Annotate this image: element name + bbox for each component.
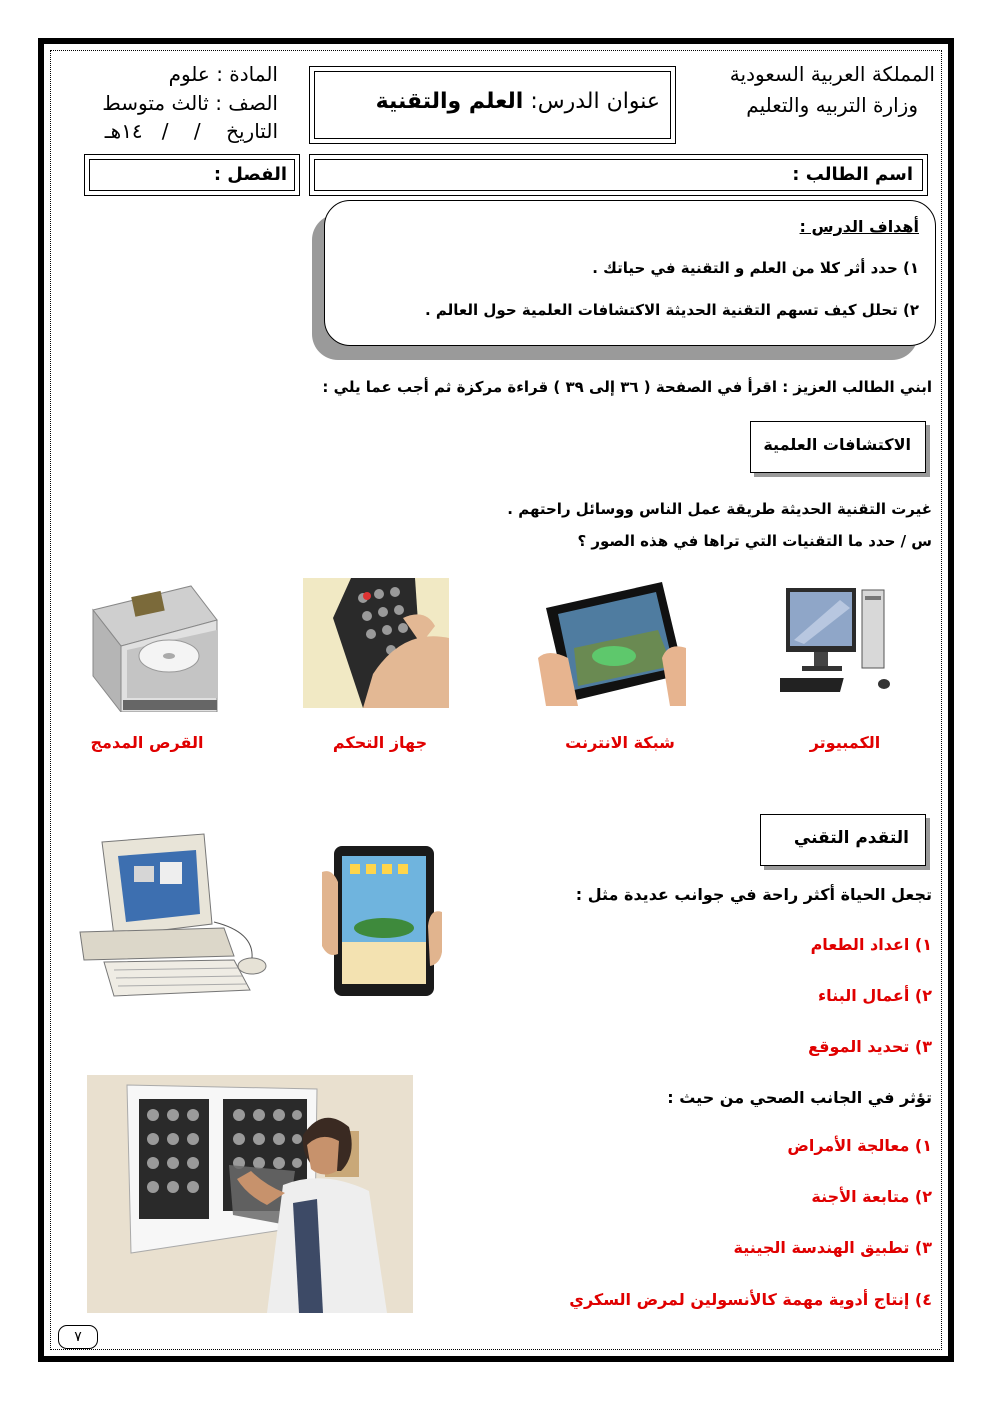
lesson-title: العلم والتقنية [375,89,524,114]
student-name-label: اسم الطالب : [792,164,913,185]
hand-tablet-image [322,842,442,998]
class-label: الفصل : [213,164,287,185]
cd-drive-image [87,580,225,712]
life-item-1: ١) اعداد الطعام [810,935,932,954]
health-item-4: ٤) إنتاج أدوية مهمة كالأنسولين لمرض السكري [569,1290,932,1309]
caption-internet: شبكة الانترنت [565,733,675,752]
student-name-box[interactable] [309,154,928,196]
objectives-title: أهداف الدرس : [799,217,919,236]
grade-label: الصف : ثالث متوسط [102,91,278,115]
health-item-2: ٢) متابعة الأجنة [811,1187,932,1206]
life-item-2: ٢) أعمال البناء [818,986,932,1005]
class-box[interactable] [84,154,300,196]
kingdom-name: المملكة العربية السعودية [729,62,935,86]
objectives-box [324,200,936,346]
old-computer-image [74,832,274,1000]
health-item-1: ١) معالجة الأمراض [787,1136,932,1155]
caption-remote: جهاز التحكم [332,733,428,752]
lesson-label: عنوان الدرس: [530,89,660,114]
page-number: ٧ [58,1325,98,1349]
ministry-name: وزارة التربيه والتعليم [746,93,918,117]
section1-question: س / حدد ما التقنيات التي تراها في هذه الصور ؟ [577,532,932,550]
remote-control-image [303,578,449,708]
section2-title-box [760,814,926,866]
section1-title: الاكتشافات العلمية [763,435,911,454]
tablet-game-image [538,578,686,708]
life-item-3: ٣) تحديد الموقع [808,1037,932,1056]
health-intro: تؤثر في الجانب الصحي من حيث : [667,1088,932,1107]
subject-label: المادة : علوم [168,62,278,86]
section2-title: التقدم التقني [793,828,909,848]
section2-intro: تجعل الحياة أكثر راحة في جوانب عديدة مثل : [575,885,932,904]
lesson-title-box [309,66,676,144]
xray-doctor-image [87,1075,413,1313]
section1-line1: غيرت التقنية الحديثة طريقة عمل الناس ووسائل راحتهم . [507,500,932,518]
objective-2: ٢) تحلل كيف تسهم التقنية الحديثة الاكتشافات العلمية حول العالم . [424,301,919,319]
reading-instruction: ابني الطالب العزيز : اقرأ في الصفحة ( ٣٦ إلى ٣٩ ) قراءة مركزة ثم أجب عما يلي : [322,378,932,396]
section1-title-box [750,421,926,473]
computer-image [780,580,898,702]
objective-1: ١) حدد أثر كلا من العلم و التقنية في حياتك . [592,259,919,277]
caption-computer: الكمبيوتر [809,733,881,752]
health-item-3: ٣) تطبيق الهندسة الجينية [733,1238,932,1257]
caption-cd: القرص المدمج [90,733,204,752]
date-label: التاريخ / / ١٤هـ [104,119,278,143]
